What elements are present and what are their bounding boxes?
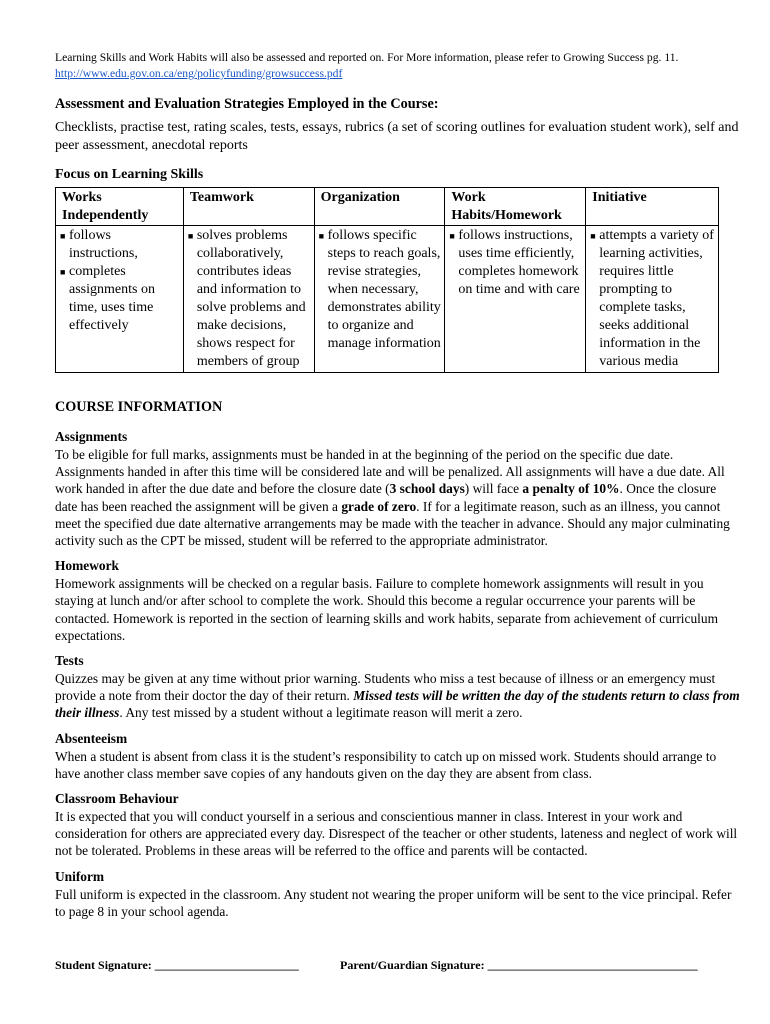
tests-title: Tests [55, 653, 84, 669]
cell-work-habits [445, 226, 586, 373]
bullet-icon: ■ [449, 231, 455, 241]
closure-days: 3 school days [389, 481, 465, 497]
assignments-title: Assignments [55, 429, 128, 444]
uniform-text: Full uniform is expected in the classroom. Any student not wearing the proper uniform will be sent to the vice principal. Refer to page 8 in your school agenda. [55, 886, 732, 919]
table-row [56, 226, 719, 373]
behaviour-title: Classroom Behaviour [55, 791, 179, 807]
parent-signature-line[interactable]: Parent/Guardian Signature: ___________________________________ [340, 958, 698, 972]
cell-teamwork [183, 226, 314, 373]
bullet-icon: ■ [187, 231, 194, 241]
col-header-teamwork: Teamwork [183, 188, 314, 226]
missed-tests-rule: Missed tests will be written the day of the students return to class from their illness [55, 688, 740, 721]
absenteeism-text: When a student is absent from class it is the student’s responsibility to catch up on missed work. Students should arrange to have another class member save copies of any handouts given on the day they are absent from class. [55, 748, 717, 781]
tests-text: Quizzes may be given at any time without prior warning. Students who miss a test because of illness or an emergency must provide a note from their doctor the day of their return. Missed tests will be written the day of the students return to class from their illness. Any test missed by a student without a legitimate reason will merit a zero. [55, 671, 740, 721]
assessment-text: Checklists, practise test, rating scales, tests, essays, rubrics (a set of scoring outlines for evaluation student work), self and peer assessment, anecdotal reports [55, 120, 739, 153]
list-item: ■ follows instructions, uses time efficiently, completes homework on time and with care [449, 228, 580, 297]
behaviour-text: It is expected that you will conduct yourself in a serious and conscientious manner in class. Interest in your work and consideration for others are appreciated every day. Disrespect of the teacher or other students, lateness and neglect of work will not be tolerated. Problems in these areas will be referred to the office and parents will be contacted. [55, 809, 738, 859]
student-signature-line[interactable]: Student Signature: ________________________ [55, 958, 299, 972]
list-item: ■ solves problems collaboratively, contributes ideas and information to solve problems and make decisions, shows respect for members of group [187, 228, 306, 369]
assessment-heading: Assessment and Evaluation Strategies Employed in the Course: [55, 96, 439, 112]
bullet-icon: ■ [318, 231, 325, 241]
cell-organization [314, 226, 445, 373]
course-info-heading: COURSE INFORMATION [55, 399, 223, 415]
learning-skills-title: Focus on Learning Skills [55, 167, 204, 182]
late-penalty: a penalty of 10% [522, 481, 620, 497]
learning-skills-table [55, 187, 719, 373]
intro-note: Learning Skills and Work Habits will also be assessed and reported on. For More information, please refer to Growing Success pg. 11. [55, 51, 679, 64]
col-header-works-independently: Works Independently [56, 188, 184, 226]
cell-initiative [586, 226, 719, 373]
homework-text: Homework assignments will be checked on a regular basis. Failure to complete homework assignments will result in you staying at lunch and/or after school to complete the work. Should this become a regular occurrence your parents will be contacted. Homework is reported in the section of learning skills and work habits, separate from achievement of curriculum expectations. [55, 576, 718, 643]
grade-zero: grade of zero [341, 498, 417, 514]
homework-title: Homework [55, 558, 119, 574]
bullet-icon: ■ [60, 231, 66, 241]
absenteeism-title: Absenteeism [55, 730, 128, 746]
bullet-icon: ■ [60, 267, 66, 277]
list-item: ■ completes assignments on time, uses time effectively [60, 264, 155, 333]
list-item: ■ attempts a variety of learning activities, requires little prompting to complete tasks, seeks additional information in the various media [590, 228, 714, 369]
col-header-organization: Organization [314, 188, 445, 226]
table-header-row [56, 188, 719, 226]
col-header-work-habits: Work Habits/Homework [445, 188, 586, 226]
list-item: ■ follows specific steps to reach goals, revise strategies, when necessary, demonstrates ability to organize and manage information [318, 228, 441, 351]
col-header-initiative: Initiative [586, 188, 719, 226]
assignments-text: To be eligible for full marks, assignments must be handed in at the beginning of the period on the specific due date. Assignments handed in after this time will be considered late and will be penalized. All assignments will have a due date. All work handed in after the due date and before the closure date (3 school days) will face a penalty of 10%. Once the closure date has been reached the assignment will be given a grade of zero. If for a legitimate reason, such as an illness, you cannot meet the specified due date alternative arrangements may be made with the teacher in advance. Should any major culminating activity such as the CPT be missed, student will be referred to the appropriate administrator. [55, 447, 730, 549]
cell-works-independently [56, 226, 184, 373]
bullet-icon: ■ [590, 231, 596, 241]
document-page [55, 50, 740, 920]
growing-success-link[interactable]: http://www.edu.gov.on.ca/eng/policyfunding/growsuccess.pdf [55, 67, 343, 80]
list-item: ■ follows instructions, [60, 228, 138, 261]
uniform-title: Uniform [55, 868, 105, 884]
